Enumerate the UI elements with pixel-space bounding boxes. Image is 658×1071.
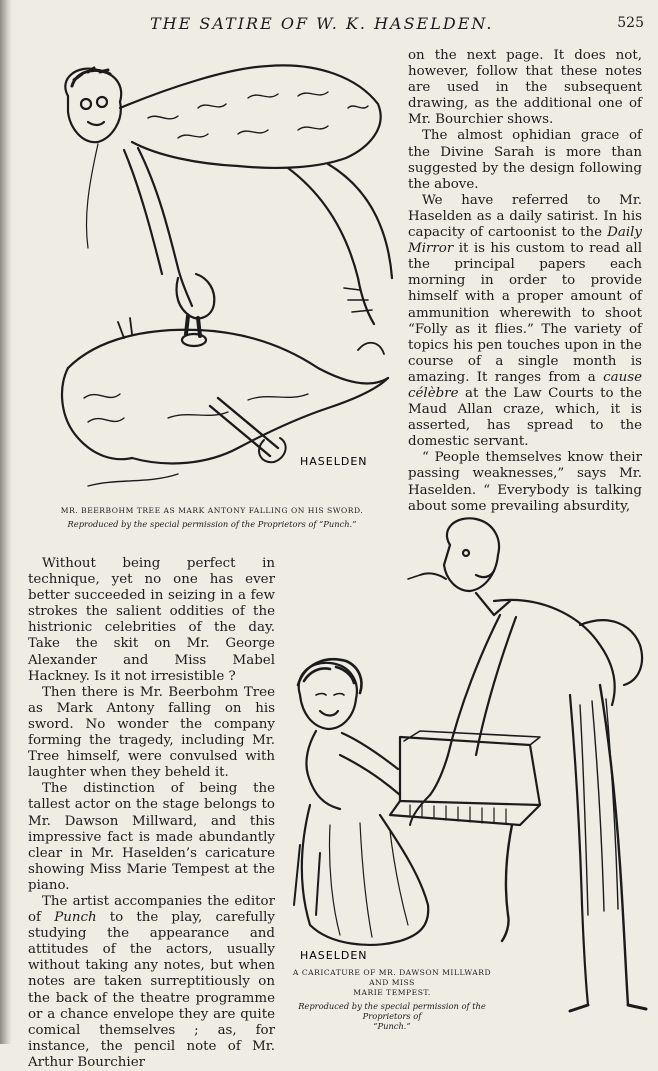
page-number: 525 <box>617 15 644 31</box>
caption-bottom-line2: MARIE TEMPEST. <box>353 988 431 997</box>
left-paragraph-1: Without being perfect in technique, yet no one has ever better succeeded in seizing in a few strokes the salient oddities of the histrionic celebrities of the day. Take the skit on Mr. George Alexander and Miss Mabel Hackney. Is it not irresistible ? <box>28 556 275 684</box>
punch-title: Punch <box>54 910 97 926</box>
caption-top-text: MR. BEERBOHM TREE AS MARK ANTONY FALLING ON HIS SWORD. <box>60 506 364 515</box>
right-p3-a: We have referred to Mr. Haselden as a daily satirist. In his capacity of cartoonist to the <box>408 192 642 241</box>
cause-celebre: cause célèbre <box>408 369 642 401</box>
millward-head <box>444 518 499 591</box>
right-paragraph-2: The almost ophidian grace of the Divine Sarah is more than suggested by the design following the above. <box>408 128 642 192</box>
caption-bottom-line1: A CARICATURE OF MR. DAWSON MILLWARD AND MISS <box>292 968 492 987</box>
page-header <box>0 8 658 36</box>
sword <box>210 398 278 456</box>
caption-bottom-credit-1: Reproduced by the special permission of the Proprietors of <box>298 1001 486 1021</box>
fallen-figure <box>68 330 388 384</box>
caption-bottom-credit-2: “Punch.” <box>373 1021 411 1031</box>
left-column <box>28 556 275 1071</box>
right-paragraph-4: “ People themselves know their passing weaknesses,” says Mr. Haselden. “ Everybody is talking about some prevailing absurdity, <box>408 450 642 514</box>
left-p4-c: to the play, carefully studying the appearance and attitudes of the actors, usually without taking any notes, but when notes are taken surreptitiously on the back of the theatre programme or a chance envelope they are quite comical themselves ; as, for instance, the pencil note of Mr. Arthur Bourchier <box>28 910 275 1070</box>
left-paragraph-3: The distinction of being the tallest actor on the stage belongs to Mr. Dawson Millward, and this impressive fact is made abundantly clear in Mr. Haselden’s caricature showing Miss Marie Tempest at the piano. <box>28 781 275 893</box>
right-p3-e: at the Law Courts to the Maud Allan craze, which, it is asserted, has spread to the domestic servant. <box>408 385 642 450</box>
millward-tempest-caricature <box>280 505 652 1025</box>
left-paragraph-2: Then there is Mr. Beerbohm Tree as Mark Antony falling on his sword. No wonder the company forming the tragedy, including Mr. Tree himself, were convulsed with laughter when they beheld it. <box>28 684 275 781</box>
running-title: THE SATIRE OF W. K. HASELDEN. <box>150 14 494 33</box>
piano <box>400 737 540 805</box>
left-p4-a: The artist accompanies the editor of <box>28 893 275 926</box>
signature-bottom: HASELDEN <box>300 949 368 962</box>
right-paragraph-1: on the next page. It does not, however, follow that these notes are used in the subsequent drawing, as the additional one of Mr. Bourchier shows. <box>408 48 642 128</box>
millward-coat <box>494 600 615 705</box>
right-column <box>408 48 642 515</box>
page-gutter-shadow <box>0 0 12 1044</box>
signature-top: HASELDEN <box>300 455 368 468</box>
tempest-skirt <box>302 805 429 945</box>
left-paragraph-4 <box>28 894 275 1071</box>
right-p3-c: it is his custom to read all the principal papers each morning in order to provide himself with a proper amount of ammunition wherewith to shoot “Folly as it flies.” The variety of topics his pen touches upon in the course of a single month is amazing. It ranges from a <box>408 241 642 385</box>
daily-mirror-title: Daily Mirror <box>408 225 642 257</box>
mark-antony-caricature <box>28 38 396 498</box>
right-paragraph-3 <box>408 193 642 451</box>
caption-bottom <box>282 968 502 1031</box>
caption-top-credit: Reproduced by the special permission of the Proprietors of “Punch.” <box>67 519 357 529</box>
